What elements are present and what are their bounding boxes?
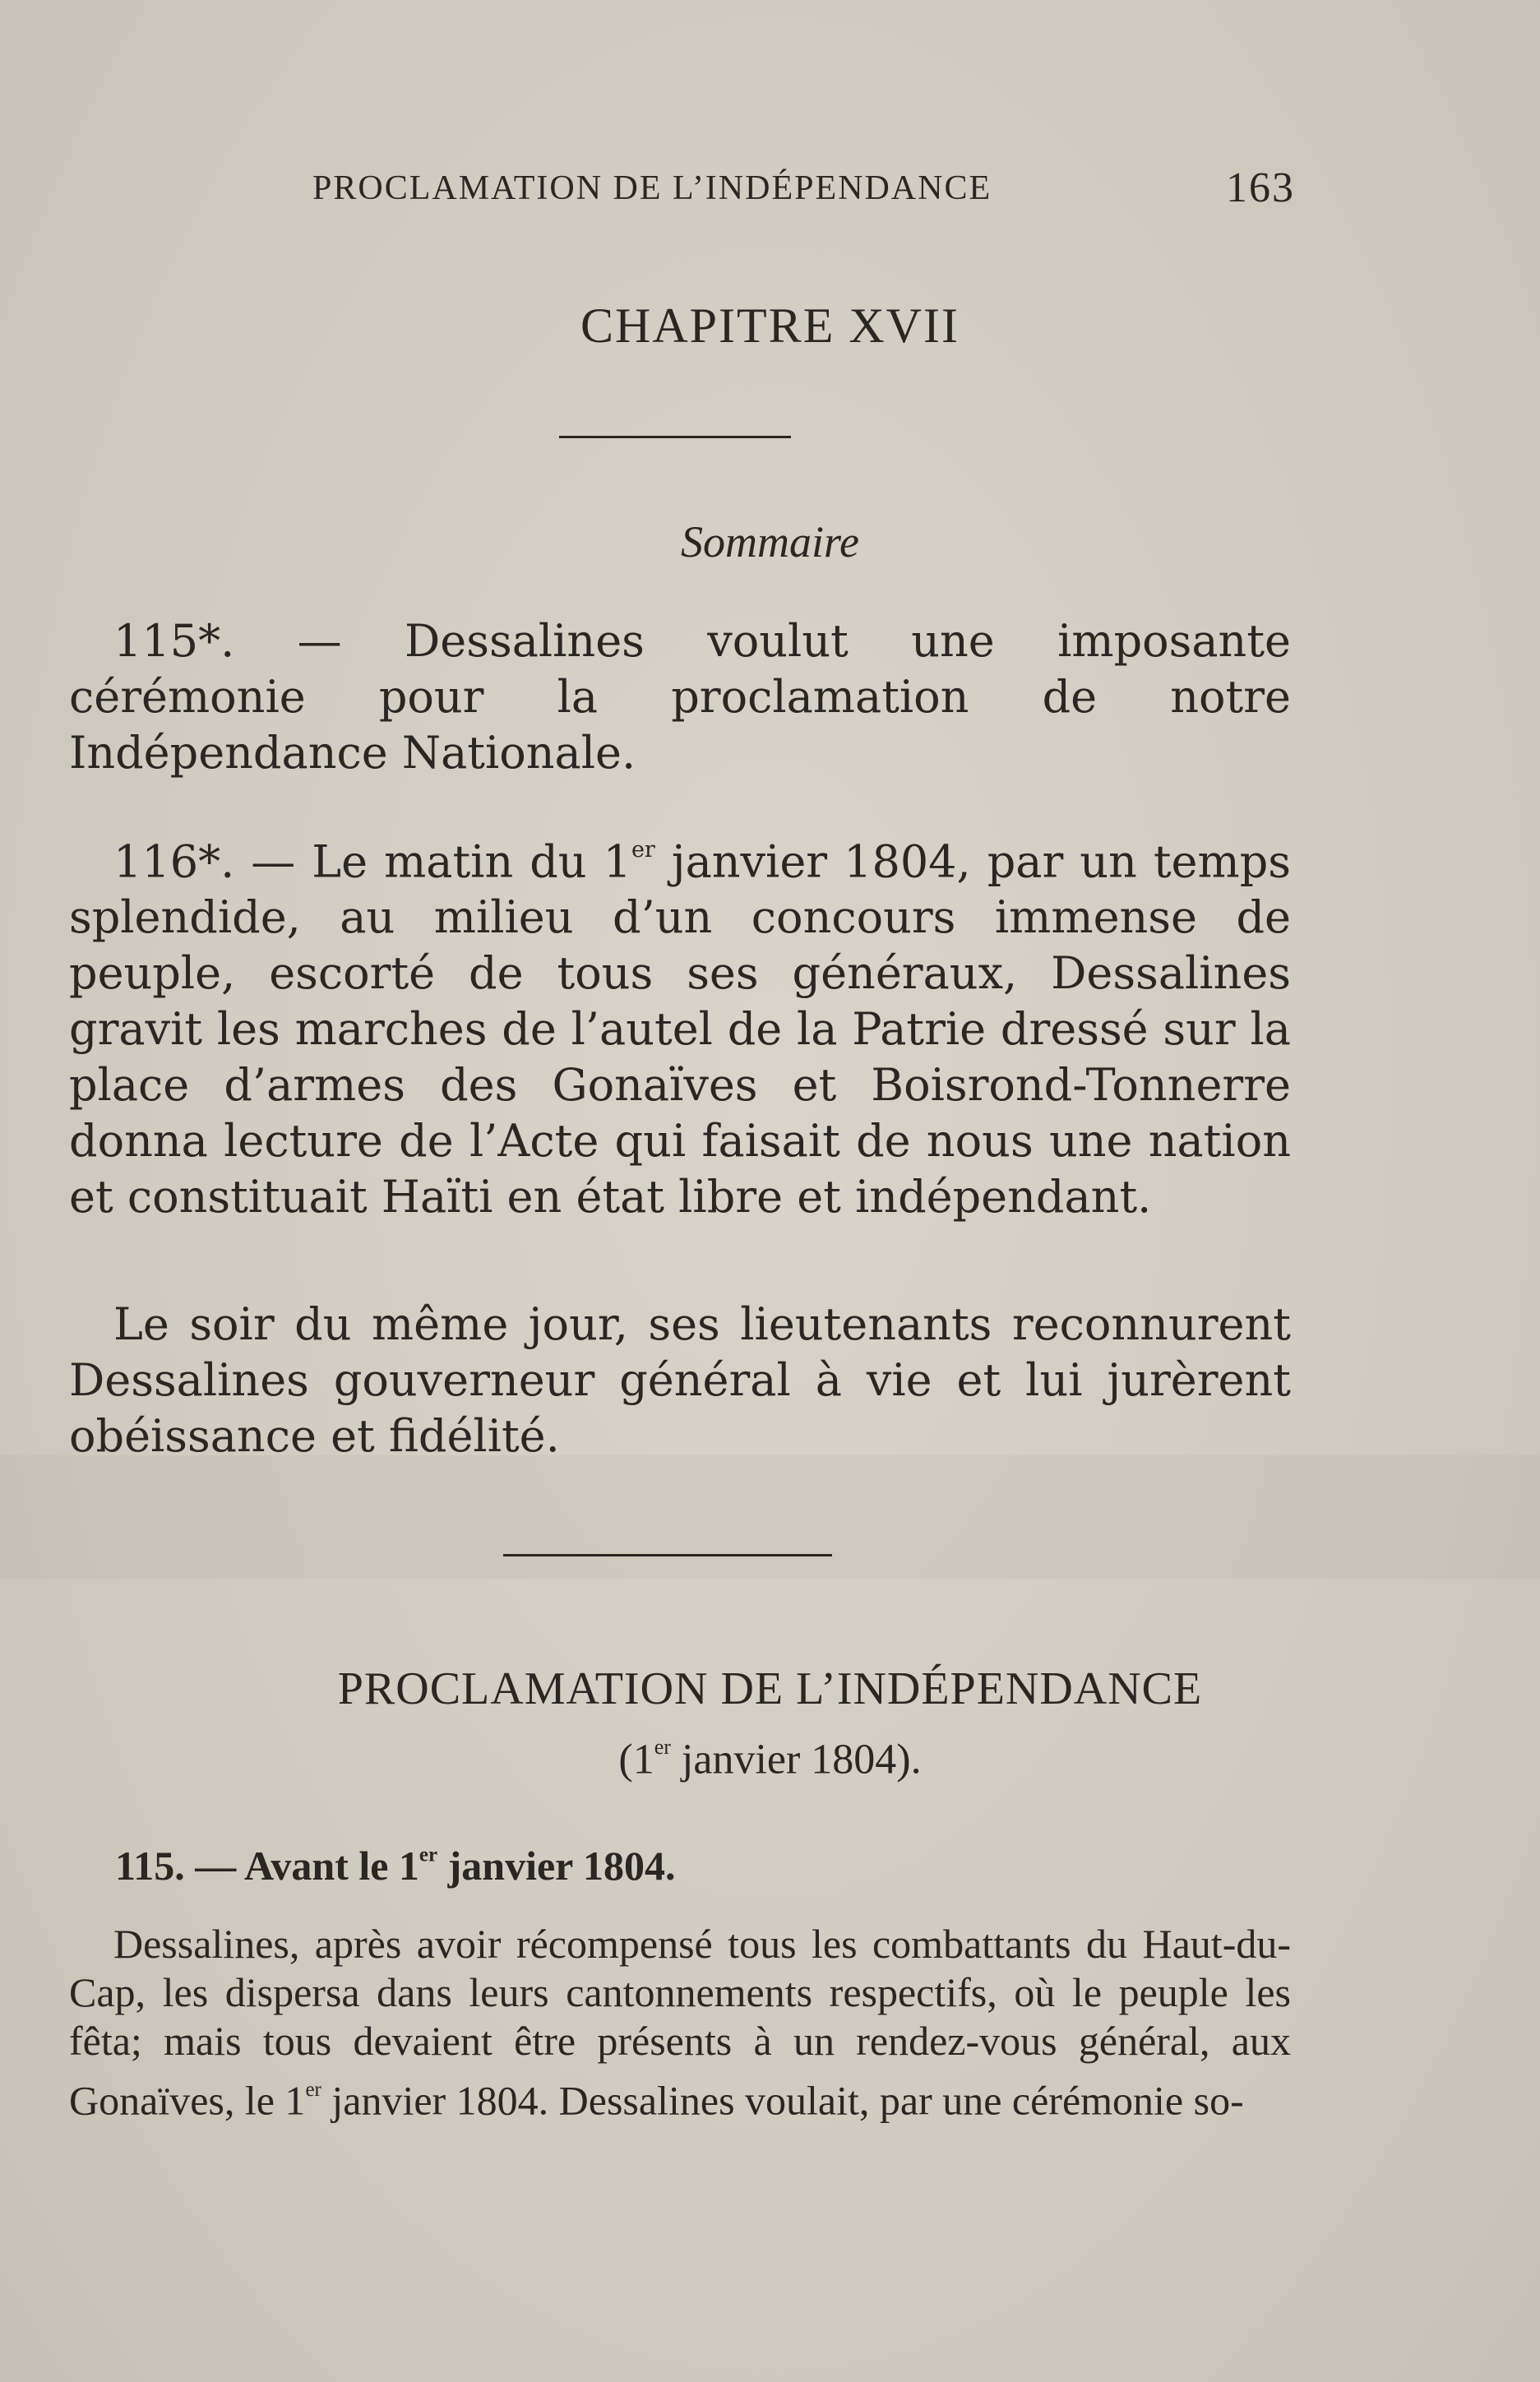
chapter-title: CHAPITRE XVII [580, 298, 960, 353]
section-date [0, 1735, 1540, 1783]
section-rule [503, 1554, 832, 1556]
summary-number-115: 115*. [113, 615, 235, 667]
body-text-sup: er [305, 2079, 321, 2101]
running-title: PROCLAMATION DE L’INDÉPENDANCE [312, 169, 992, 207]
chapter-rule [559, 436, 791, 438]
subsection-heading [115, 1842, 675, 1889]
summary-text-116-b: janvier 1804, par un temps splendide, au milieu d’un concours immense de peuple, escorté de tous ses généraux, Dessalines gravit les marches de l’autel de la Patrie dressé sur la place d’armes des Gonaïves et Boisrond-Tonnerre donna lecture de l’Acte qui faisait de nous une nation et constituait Haïti en état libre et indépendant. [69, 835, 1291, 1223]
page-number: 163 [1226, 164, 1295, 211]
summary-text-115: — Dessalines voulut une imposante cérémonie pour la proclamation de notre Indépendance Nationale. [69, 615, 1291, 779]
ordinal-superscript: er [631, 837, 655, 863]
body-paragraph [69, 1920, 1291, 2125]
summary-paragraph-116 [69, 822, 1291, 1225]
summary-paragraph-115 [69, 613, 1291, 781]
subsection-heading-a: 115. — Avant le 1 [115, 1843, 419, 1889]
section-date-a: (1 [618, 1736, 654, 1783]
summary-label: Sommaire [681, 517, 859, 567]
section-date-b: janvier 1804). [670, 1736, 922, 1783]
body-text-b: janvier 1804. Dessalines voulait, par une cérémonie so- [321, 2077, 1244, 2124]
section-title: PROCLAMATION DE L’INDÉPENDANCE [337, 1663, 1203, 1714]
show-through-band [0, 1455, 1540, 1579]
section-date-sup: er [654, 1735, 671, 1759]
summary-text-116-a: — Le matin du 1 [234, 835, 631, 888]
summary-number-116: 116*. [113, 835, 235, 888]
subsection-heading-b: janvier 1804. [437, 1843, 676, 1889]
body-text-a: Dessalines, après avoir récompensé tous les combattants du Haut-du-Cap, les dispersa dans leurs cantonnements respectifs, où le peuple les fêta; mais tous devaient être présents à un rendez-vous général, aux Gonaïves, le 1 [69, 1921, 1291, 2124]
summary-paragraph-116-continued: Le soir du même jour, ses lieutenants reconnurent Dessalines gouverneur général à vie et lui jurèrent obéissance et fidélité. [69, 1298, 1291, 1462]
subsection-heading-sup: er [419, 1843, 438, 1866]
